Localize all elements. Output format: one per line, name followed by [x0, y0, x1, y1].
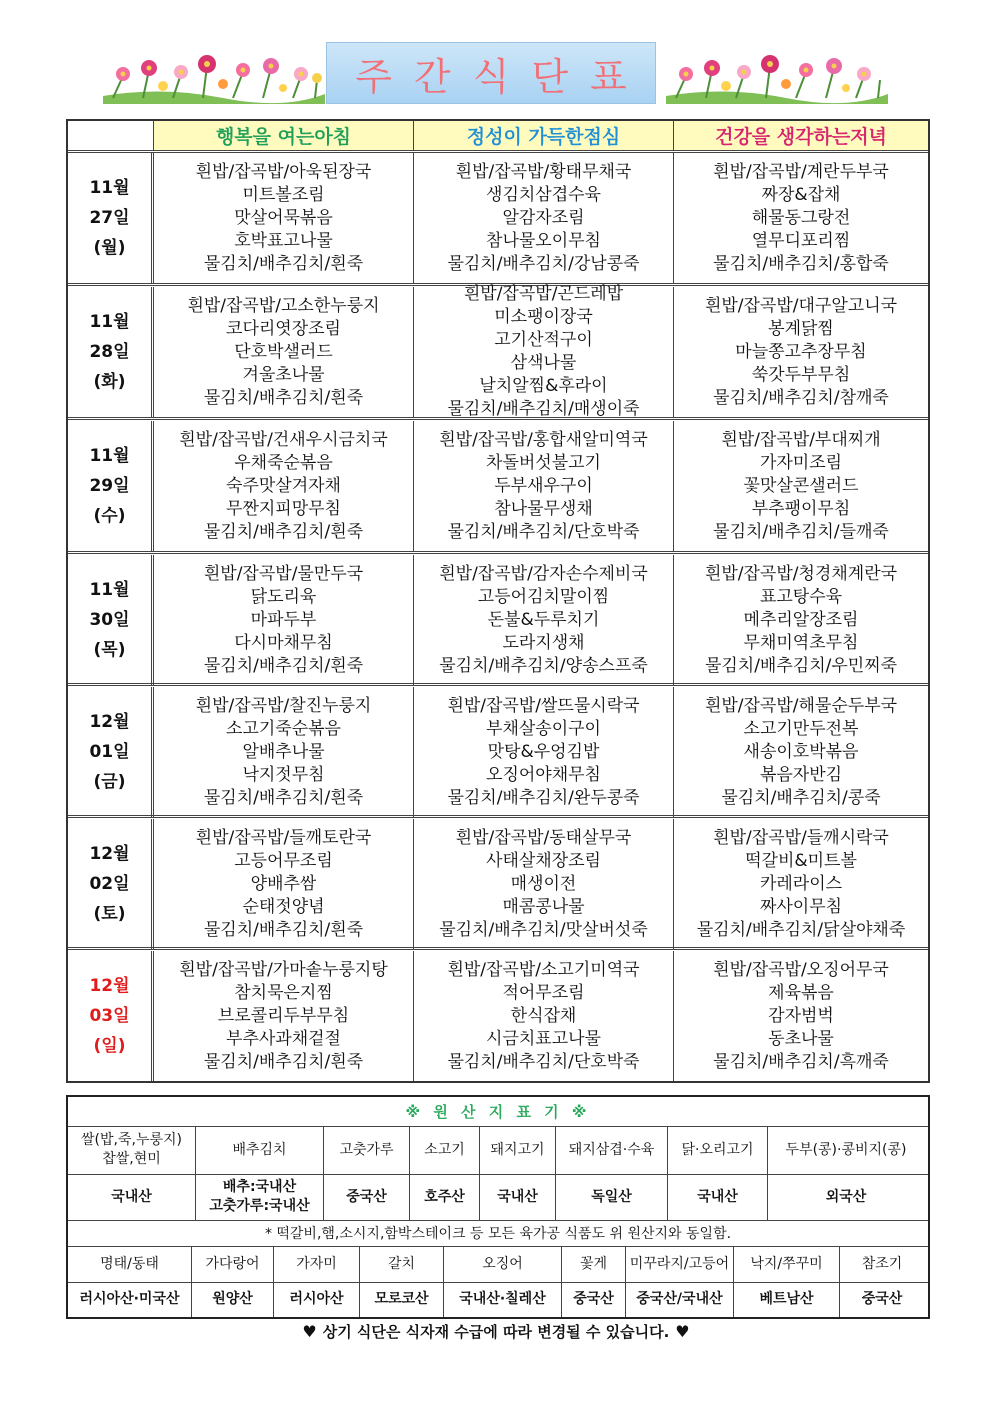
origin-value: 호주산	[410, 1174, 480, 1220]
menu-item: 미소팽이장국	[494, 307, 593, 327]
menu-item: 한식잡채	[510, 1005, 577, 1026]
menu-item: 브로콜리두부무침	[217, 1005, 350, 1026]
menu-item: 물김치/배추김치/참깨죽	[713, 387, 889, 408]
menu-item: 물김치/배추김치/흑깨죽	[713, 1051, 889, 1072]
date-month: 12월	[89, 844, 130, 864]
menu-item: 흰밥/잡곡밥/고소한누룽지	[187, 295, 380, 316]
menu-item: 제육볶음	[768, 982, 834, 1003]
menu-item: 호박표고나물	[234, 230, 333, 251]
origin-value: 러시아산	[274, 1282, 360, 1317]
menu-item: 꽃맛살콘샐러드	[743, 475, 859, 496]
heart-icon: ♥	[675, 1321, 690, 1341]
menu-item: 감자범벅	[768, 1005, 834, 1026]
origin-value: 원양산	[192, 1282, 274, 1317]
breakfast-menu	[154, 819, 414, 949]
dinner-menu	[674, 951, 928, 1081]
menu-item: 카레라이스	[759, 873, 843, 894]
origin-title: ※ 원 산 지 표 기 ※	[68, 1097, 928, 1127]
origin-item: 참조기	[861, 1255, 903, 1272]
menu-item: 참치묵은지찜	[234, 982, 333, 1003]
menu-item: 닭도리육	[250, 586, 317, 607]
origin-item: 가다랑어	[192, 1246, 274, 1282]
row-separator	[68, 815, 928, 818]
breakfast-menu	[154, 421, 414, 551]
menu-item: 물김치/배추김치/흰죽	[203, 387, 364, 408]
menu-item: 매생이전	[510, 873, 577, 894]
menu-item: 물김치/배추김치/우민찌죽	[704, 655, 898, 676]
menu-item: 순태젓양념	[242, 896, 325, 917]
flower-decoration-right	[666, 46, 888, 104]
row-separator	[68, 417, 928, 420]
date-dow: (월)	[93, 238, 126, 258]
lunch-menu	[414, 555, 674, 685]
menu-item: 흰밥/잡곡밥/계란두부국	[713, 161, 889, 182]
origin-item: 두부(콩)·콩비지(콩)	[785, 1141, 907, 1158]
menu-item: 볶음자반김	[759, 764, 843, 785]
menu-item: 표고탕수육	[759, 586, 843, 607]
menu-item: 물김치/배추김치/흰죽	[203, 253, 364, 274]
menu-item: 단호박샐러드	[234, 341, 333, 362]
origin-item: 낙지/쭈꾸미	[734, 1246, 840, 1282]
lunch-menu	[414, 819, 674, 949]
day-row	[68, 555, 928, 685]
lunch-menu	[414, 153, 674, 283]
origin-item: 닭·오리고기	[668, 1126, 768, 1174]
menu-item: 돈불&두루치기	[487, 609, 600, 630]
menu-item: 물김치/배추김치/흰죽	[203, 655, 364, 676]
lunch-menu	[414, 284, 674, 419]
menu-item: 두부새우구이	[494, 475, 593, 496]
menu-item: 열무디포리찜	[751, 230, 851, 251]
origin-value: 중국산/국내산	[626, 1282, 734, 1317]
menu-item: 물김치/배추김치/단호박죽	[447, 521, 640, 542]
menu-item: 알감자조림	[502, 207, 585, 228]
menu-item: 떡갈비&미트볼	[745, 850, 857, 871]
menu-item: 삼색나물	[510, 353, 577, 373]
dinner-menu	[674, 153, 928, 283]
date-day: 29일	[89, 476, 130, 496]
day-date	[68, 687, 154, 817]
day-date	[68, 421, 154, 551]
breakfast-menu	[154, 951, 414, 1081]
date-day: 28일	[89, 342, 130, 362]
menu-item: 물김치/배추김치/흰죽	[203, 1051, 364, 1072]
menu-table	[66, 119, 930, 1083]
menu-item: 해물동그랑전	[751, 207, 851, 228]
origin-value: 모로코산	[360, 1282, 444, 1317]
menu-item: 흰밥/잡곡밥/부대찌개	[721, 429, 881, 450]
menu-item: 봉계닭찜	[768, 318, 834, 339]
menu-item: 날치알찜&후라이	[479, 376, 608, 396]
menu-item: 부추사과채겉절	[226, 1028, 341, 1049]
day-row	[68, 951, 928, 1081]
menu-item: 물김치/배추김치/매생이죽	[447, 399, 640, 419]
menu-item: 미트볼조림	[242, 184, 325, 205]
menu-item: 알배추나물	[242, 741, 325, 762]
origin-item: 명태/동태	[68, 1246, 192, 1282]
menu-item: 흰밥/잡곡밥/황태무채국	[455, 161, 632, 182]
menu-item: 물김치/배추김치/양송스프죽	[439, 655, 648, 676]
menu-item: 매콤콩나물	[502, 896, 585, 917]
header-lunch-highlight: 점심	[583, 126, 621, 148]
origin-item: 갈치	[360, 1246, 444, 1282]
dinner-menu	[674, 421, 928, 551]
menu-item: 무짠지피망무침	[226, 498, 341, 519]
date-day: 02일	[89, 874, 130, 894]
date-dow: (일)	[93, 1036, 126, 1056]
menu-item: 물김치/배추김치/닭살야채죽	[696, 919, 906, 940]
footer-text: 상기 식단은 식자재 수급에 따라 변경될 수 있습니다.	[322, 1322, 670, 1341]
day-row	[68, 819, 928, 949]
row-separator	[68, 947, 928, 950]
origin-item: 미꾸라지/고등어	[626, 1246, 734, 1282]
dinner-menu	[674, 555, 928, 685]
heart-icon: ♥	[302, 1321, 317, 1341]
header-breakfast-prefix: 행복을 여는	[215, 126, 315, 148]
menu-item: 흰밥/잡곡밥/동태살무국	[455, 827, 632, 848]
dinner-menu	[674, 687, 928, 817]
date-dow: (토)	[93, 904, 126, 924]
date-dow: (수)	[93, 506, 126, 526]
origin-value: 독일산	[556, 1174, 668, 1220]
menu-item: 참나물무생채	[494, 498, 593, 519]
title-banner	[0, 40, 992, 106]
menu-item: 물김치/배추김치/완두콩죽	[447, 787, 640, 808]
menu-item: 겨울초나물	[242, 364, 325, 385]
origin-item: 배추김치	[196, 1126, 324, 1174]
menu-item: 흰밥/잡곡밥/청경채계란국	[704, 563, 898, 584]
day-row	[68, 687, 928, 817]
menu-item: 소고기죽순볶음	[226, 718, 341, 739]
menu-item: 새송이호박볶음	[743, 741, 859, 762]
origin-table	[66, 1095, 930, 1319]
origin-value: 국내산	[480, 1174, 556, 1220]
menu-item: 부추팽이무침	[751, 498, 851, 519]
title-box	[326, 42, 656, 104]
menu-item: 짜사이무침	[759, 896, 843, 917]
menu-item: 코다리엿장조림	[226, 318, 341, 339]
menu-item: 무채미역초무침	[743, 632, 859, 653]
day-date	[68, 287, 154, 417]
day-date	[68, 951, 154, 1081]
origin-value: 중국산	[562, 1282, 626, 1317]
date-day: 01일	[89, 742, 130, 762]
menu-item: 물김치/배추김치/들깨죽	[713, 521, 889, 542]
origin-item: 오징어	[444, 1246, 562, 1282]
menu-item: 고기산적구이	[494, 330, 593, 350]
menu-item: 가자미조림	[759, 452, 843, 473]
menu-item: 물김치/배추김치/맛살버섯죽	[439, 919, 648, 940]
date-day: 03일	[89, 1006, 130, 1026]
menu-item: 맛탕&우엉김밥	[487, 741, 600, 762]
flower-decoration-left	[103, 46, 325, 104]
origin-value: 베트남산	[734, 1282, 840, 1317]
menu-item: 물김치/배추김치/콩죽	[721, 787, 881, 808]
menu-item: 다시마채무침	[234, 632, 333, 653]
date-month: 12월	[89, 712, 130, 732]
date-day: 30일	[89, 610, 130, 630]
date-month: 11월	[89, 446, 130, 466]
menu-item: 숙주맛살겨자채	[226, 475, 341, 496]
menu-item: 물김치/배추김치/홍합죽	[713, 253, 889, 274]
dinner-menu	[674, 819, 928, 949]
origin-value: 러시아산·미국산	[68, 1282, 192, 1317]
menu-item: 물김치/배추김치/단호박죽	[447, 1051, 640, 1072]
date-dow: (금)	[93, 772, 126, 792]
menu-item: 흰밥/잡곡밥/들깨시락국	[713, 827, 889, 848]
origin-item: 가자미	[274, 1246, 360, 1282]
origin-note: * 떡갈비,햄,소시지,함박스테이크 등 모든 육가공 식품도 위 원산지와 동일함.	[264, 1226, 732, 1242]
menu-item: 흰밥/잡곡밥/대구알고니국	[704, 295, 898, 316]
day-date	[68, 555, 154, 685]
menu-item: 맛살어묵볶음	[234, 207, 333, 228]
menu-item: 마늘쫑고추장무침	[735, 341, 867, 362]
menu-item: 흰밥/잡곡밥/소고기미역국	[447, 959, 640, 980]
origin-value: 중국산	[324, 1174, 410, 1220]
breakfast-menu	[154, 287, 414, 417]
origin-value: 국내산	[668, 1174, 768, 1220]
origin-row1-values	[68, 1174, 928, 1220]
menu-item: 마파두부	[250, 609, 317, 630]
origin-item: 쌀(밥,죽,누룽지) 찹쌀,현미	[68, 1126, 196, 1174]
menu-item: 흰밥/잡곡밥/오징어무국	[713, 959, 889, 980]
menu-item: 흰밥/잡곡밥/아욱된장국	[195, 161, 372, 182]
origin-value: 배추:국내산 고춧가루:국내산	[196, 1174, 324, 1220]
menu-item: 낙지젓무침	[242, 764, 325, 785]
breakfast-menu	[154, 153, 414, 283]
origin-value: 국내산·칠레산	[444, 1282, 562, 1317]
date-dow: (목)	[93, 640, 126, 660]
header-lunch	[414, 121, 674, 151]
header-breakfast	[154, 121, 414, 151]
header-breakfast-highlight: 아침	[314, 126, 352, 148]
day-row	[68, 421, 928, 551]
origin-row2-values	[68, 1282, 928, 1317]
origin-item: 소고기	[410, 1126, 480, 1174]
header-dinner	[674, 121, 928, 151]
menu-item: 차돌버섯불고기	[486, 452, 601, 473]
menu-item: 고등어김치말이찜	[477, 586, 610, 607]
breakfast-menu	[154, 687, 414, 817]
menu-item: 흰밥/잡곡밥/찰진누룽지	[195, 695, 372, 716]
origin-item: 돼지고기	[480, 1126, 556, 1174]
origin-row1-headers	[68, 1126, 928, 1174]
date-month: 12월	[89, 976, 130, 996]
menu-header-row	[68, 121, 928, 151]
header-lunch-prefix: 정성이 가득한	[466, 126, 584, 148]
menu-item: 흰밥/잡곡밥/홍합새알미역국	[439, 429, 648, 450]
header-dinner-prefix: 건강을 생각하는	[715, 126, 851, 148]
day-row	[68, 284, 928, 419]
menu-item: 쑥갓두부무침	[751, 364, 851, 385]
origin-value: 중국산	[861, 1291, 903, 1307]
menu-item: 적어무조림	[502, 982, 585, 1003]
menu-item: 짜장&잡채	[761, 184, 841, 205]
day-row	[68, 153, 928, 283]
origin-value: 외국산	[825, 1188, 867, 1205]
menu-item: 오징어야채무침	[486, 764, 601, 785]
page-title: 주간식단표	[355, 54, 649, 99]
menu-item: 생김치삼겹수육	[486, 184, 601, 205]
origin-item: 꽃게	[562, 1246, 626, 1282]
menu-item: 시금치표고나물	[486, 1028, 601, 1049]
menu-item: 양배추쌈	[250, 873, 317, 894]
header-dinner-highlight: 저녁	[850, 126, 887, 148]
lunch-menu	[414, 421, 674, 551]
header-corner	[68, 121, 154, 151]
row-separator	[68, 683, 928, 686]
lunch-menu	[414, 951, 674, 1081]
menu-item: 메추리알장조림	[743, 609, 859, 630]
origin-row2-headers	[68, 1246, 928, 1282]
origin-value: 국내산	[68, 1174, 196, 1220]
menu-item: 흰밥/잡곡밥/곤드레밥	[463, 284, 624, 304]
day-date	[68, 819, 154, 949]
menu-item: 흰밥/잡곡밥/물만두국	[203, 563, 364, 584]
menu-item: 참나물오이무침	[486, 230, 601, 251]
date-month: 11월	[89, 178, 130, 198]
menu-item: 흰밥/잡곡밥/해물순두부국	[704, 695, 898, 716]
origin-item: 돼지삼겹·수육	[556, 1126, 668, 1174]
footer-notice	[0, 1320, 992, 1342]
menu-item: 물김치/배추김치/흰죽	[203, 521, 364, 542]
menu-item: 흰밥/잡곡밥/쌀뜨물시락국	[447, 695, 640, 716]
row-separator	[68, 551, 928, 554]
breakfast-menu	[154, 555, 414, 685]
lunch-menu	[414, 687, 674, 817]
menu-item: 우채죽순볶음	[234, 452, 333, 473]
date-day: 27일	[89, 208, 130, 228]
menu-item: 흰밥/잡곡밥/건새우시금치국	[179, 429, 388, 450]
date-month: 11월	[89, 580, 130, 600]
menu-item: 흰밥/잡곡밥/들깨토란국	[195, 827, 372, 848]
menu-item: 흰밥/잡곡밥/가마솥누룽지탕	[179, 959, 388, 980]
menu-item: 물김치/배추김치/흰죽	[203, 919, 364, 940]
menu-item: 동초나물	[768, 1028, 834, 1049]
menu-item: 소고기만두전복	[743, 718, 859, 739]
menu-item: 흰밥/잡곡밥/감자손수제비국	[439, 563, 648, 584]
origin-item: 고춧가루	[324, 1126, 410, 1174]
date-month: 11월	[89, 312, 130, 332]
menu-item: 물김치/배추김치/강남콩죽	[447, 253, 640, 274]
menu-item: 사태살채장조림	[486, 850, 601, 871]
menu-item: 물김치/배추김치/흰죽	[203, 787, 364, 808]
day-date	[68, 153, 154, 283]
date-dow: (화)	[93, 372, 126, 392]
dinner-menu	[674, 287, 928, 417]
menu-item: 부채살송이구이	[486, 718, 601, 739]
menu-item: 도라지생채	[502, 632, 585, 653]
menu-item: 고등어무조림	[234, 850, 333, 871]
